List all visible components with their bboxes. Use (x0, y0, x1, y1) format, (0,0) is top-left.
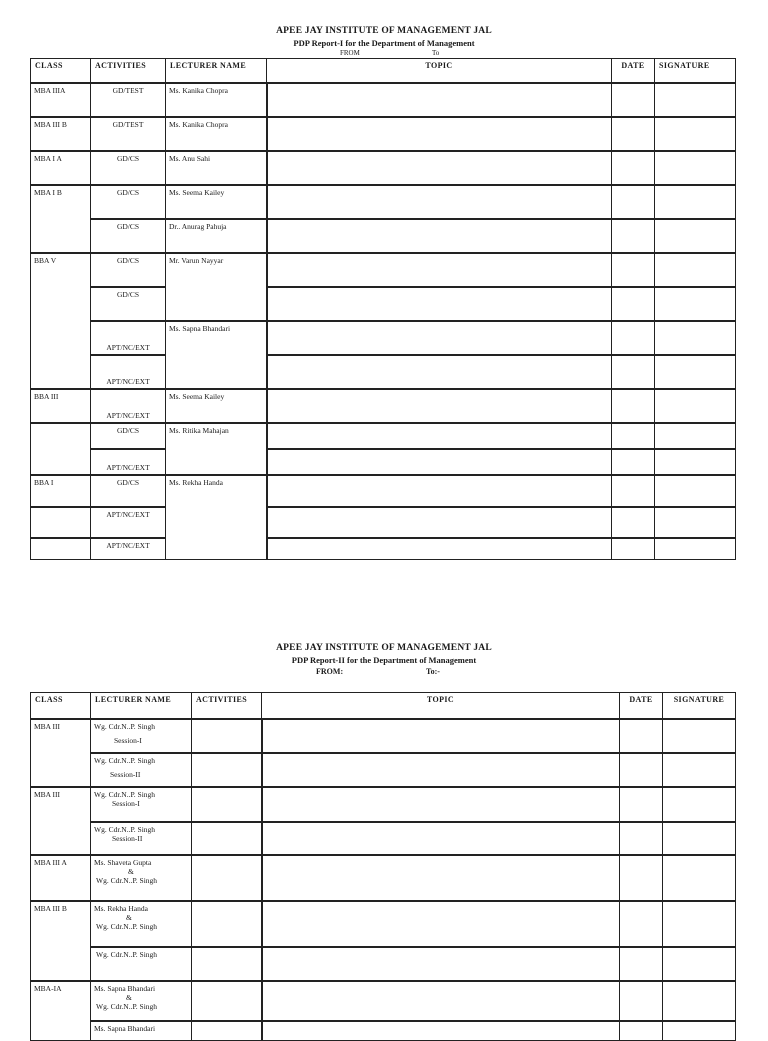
topic-cell[interactable] (262, 719, 620, 753)
row-lecturer: Ms. Kanika Chopra (166, 83, 267, 117)
table-row (31, 947, 736, 981)
topic-cell[interactable] (267, 538, 612, 560)
topic-cell[interactable] (262, 901, 620, 947)
report2-header-topic: TOPIC (262, 693, 620, 719)
report1-header-topic: TOPIC (267, 59, 612, 83)
signature-cell[interactable] (655, 355, 736, 389)
table-row (31, 253, 736, 287)
lecturer-line: Wg. Cdr.N..P. Singh (94, 789, 156, 799)
lecturer-line: Ms. Rekha Handa (94, 903, 148, 913)
signature-cell[interactable] (663, 719, 736, 753)
report2-from-label: FROM: (316, 667, 344, 676)
date-cell[interactable] (612, 389, 655, 423)
row-lecturer: Ms. Seema Kailey (166, 185, 267, 219)
lecturer-line: Wg. Cdr.N..P. Singh (94, 721, 156, 731)
topic-cell[interactable] (267, 151, 612, 185)
activity-cell[interactable] (192, 787, 262, 822)
table-row (31, 389, 736, 423)
row-class: MBA III (31, 719, 91, 787)
row-lecturer (91, 719, 192, 753)
lecturer-line: Ms. Shaveta Gupta (94, 857, 152, 867)
row-class: BBA V (31, 253, 91, 389)
signature-cell[interactable] (655, 449, 736, 475)
report1-header-signature: SIGNATURE (655, 59, 736, 83)
date-cell[interactable] (612, 219, 655, 253)
activity-cell[interactable] (192, 901, 262, 947)
table-row (31, 753, 736, 787)
row-activity: GD/CS (91, 253, 166, 287)
row-activity: GD/TEST (91, 117, 166, 151)
row-lecturer (91, 947, 192, 981)
table-row (31, 355, 736, 389)
date-cell[interactable] (612, 83, 655, 117)
row-lecturer (91, 901, 192, 947)
row-activity: APT/NC/EXT (91, 321, 166, 355)
lecturer-line: Wg. Cdr.N..P. Singh (94, 755, 156, 765)
row-lecturer: Ms. Rekha Handa (166, 475, 267, 560)
row-activity: GD/CS (91, 475, 166, 507)
table-row (31, 507, 736, 538)
date-cell[interactable] (620, 753, 663, 787)
signature-cell[interactable] (655, 507, 736, 538)
signature-cell[interactable] (655, 253, 736, 287)
topic-cell[interactable] (262, 753, 620, 787)
row-class: MBA III B (31, 117, 91, 151)
signature-cell[interactable] (655, 83, 736, 117)
activity-cell[interactable] (192, 719, 262, 753)
topic-cell[interactable] (262, 787, 620, 822)
row-lecturer: Ms. Ritika Mahajan (166, 423, 267, 475)
row-class: MBA IIIA (31, 83, 91, 117)
topic-cell[interactable] (267, 449, 612, 475)
date-cell[interactable] (612, 507, 655, 538)
table-row (31, 822, 736, 855)
lecturer-line: Wg. Cdr.N..P. Singh (94, 824, 156, 834)
report2-institute-title: APEE JAY INSTITUTE OF MANAGEMENT JAL (276, 643, 492, 653)
date-cell[interactable] (620, 981, 663, 1021)
report2-header-activities: ACTIVITIES (192, 693, 262, 719)
table-row (31, 855, 736, 901)
topic-cell[interactable] (267, 423, 612, 449)
table-row (31, 901, 736, 947)
row-lecturer: Ms. Seema Kailey (166, 389, 267, 423)
row-class: MBA I A (31, 151, 91, 185)
row-lecturer (91, 981, 192, 1021)
row-activity: GD/CS (91, 423, 166, 449)
date-cell[interactable] (620, 947, 663, 981)
date-cell[interactable] (612, 117, 655, 151)
ampersand: & (126, 992, 132, 1002)
table-row (31, 185, 736, 219)
date-cell[interactable] (612, 321, 655, 355)
date-cell[interactable] (612, 475, 655, 507)
date-cell[interactable] (612, 423, 655, 449)
table-row (31, 423, 736, 449)
date-cell[interactable] (620, 901, 663, 947)
report2-header-row (31, 693, 736, 719)
signature-cell[interactable] (655, 151, 736, 185)
row-lecturer (91, 855, 192, 901)
lecturer-line: Ms. Sapna Bhandari (94, 1023, 156, 1033)
date-cell[interactable] (620, 822, 663, 855)
ampersand: & (126, 912, 132, 922)
lecturer-line: Wg. Cdr.N..P. Singh (96, 1001, 158, 1011)
topic-cell[interactable] (267, 507, 612, 538)
table-row (31, 219, 736, 253)
topic-cell[interactable] (267, 117, 612, 151)
report2-table (30, 692, 736, 1041)
row-activity: GD/CS (91, 151, 166, 185)
date-cell[interactable] (620, 719, 663, 753)
signature-cell[interactable] (655, 185, 736, 219)
row-class (31, 507, 91, 538)
lecturer-line: Wg. Cdr.N..P. Singh (96, 875, 158, 885)
report1-institute-title: APEE JAY INSTITUTE OF MANAGEMENT JAL (276, 26, 492, 36)
table-row (31, 538, 736, 560)
report2-header-lecturer: LECTURER NAME (91, 693, 192, 719)
report2-header-date: DATE (620, 693, 663, 719)
session-label: Session-I (114, 735, 142, 745)
report1-header-lecturer: LECTURER NAME (166, 59, 267, 83)
topic-cell[interactable] (267, 287, 612, 321)
topic-cell[interactable] (267, 389, 612, 423)
signature-cell[interactable] (663, 753, 736, 787)
signature-cell[interactable] (663, 787, 736, 822)
row-lecturer (91, 822, 192, 855)
row-activity: GD/CS (91, 287, 166, 321)
row-lecturer (91, 753, 192, 787)
row-activity: APT/NC/EXT (91, 507, 166, 538)
row-class: BBA I (31, 475, 91, 507)
topic-cell[interactable] (267, 185, 612, 219)
row-class: MBA III A (31, 855, 91, 901)
topic-cell[interactable] (267, 219, 612, 253)
signature-cell[interactable] (655, 219, 736, 253)
date-cell[interactable] (612, 287, 655, 321)
row-class (31, 538, 91, 560)
row-lecturer: Ms. Anu Sahi (166, 151, 267, 185)
signature-cell[interactable] (655, 117, 736, 151)
table-row (31, 981, 736, 1021)
session-label: Session-I (112, 798, 140, 808)
date-cell[interactable] (612, 449, 655, 475)
topic-cell[interactable] (267, 83, 612, 117)
row-activity: APT/NC/EXT (91, 355, 166, 389)
lecturer-line: Wg. Cdr.N..P. Singh (96, 921, 158, 931)
report1-table (30, 58, 736, 560)
signature-cell[interactable] (655, 475, 736, 507)
report1-subtitle: PDP Report-I for the Department of Management (293, 38, 475, 48)
row-class: MBA III B (31, 901, 91, 981)
table-row (31, 787, 736, 822)
row-class: BBA III (31, 389, 91, 423)
date-cell[interactable] (612, 151, 655, 185)
lecturer-line: Wg. Cdr.N..P. Singh (96, 949, 158, 959)
row-class: MBA III (31, 787, 91, 855)
activity-cell[interactable] (192, 981, 262, 1021)
row-activity: GD/CS (91, 185, 166, 219)
row-lecturer (91, 787, 192, 822)
session-label: Session-II (110, 769, 141, 779)
signature-cell[interactable] (655, 423, 736, 449)
date-cell[interactable] (612, 538, 655, 560)
topic-cell[interactable] (267, 475, 612, 507)
row-class: MBA-IA (31, 981, 91, 1041)
date-cell[interactable] (612, 355, 655, 389)
report1-to-label: To (432, 49, 440, 57)
table-row (31, 151, 736, 185)
topic-cell[interactable] (262, 855, 620, 901)
session-label: Session-II (112, 833, 143, 843)
activity-cell[interactable] (192, 822, 262, 855)
topic-cell[interactable] (262, 981, 620, 1021)
signature-cell[interactable] (655, 538, 736, 560)
signature-cell[interactable] (663, 855, 736, 901)
report1-header-activities: ACTIVITIES (91, 59, 166, 83)
signature-cell[interactable] (655, 321, 736, 355)
row-lecturer: Ms. Sapna Bhandari (166, 321, 267, 389)
row-lecturer: Dr.. Anurag Pahuja (166, 219, 267, 253)
date-cell[interactable] (620, 787, 663, 822)
report1-header-date: DATE (612, 59, 655, 83)
table-row (31, 117, 736, 151)
activity-cell[interactable] (192, 947, 262, 981)
topic-cell[interactable] (262, 822, 620, 855)
row-activity: APT/NC/EXT (91, 449, 166, 475)
activity-cell[interactable] (192, 753, 262, 787)
row-lecturer: Mr. Varun Nayyar (166, 253, 267, 321)
signature-cell[interactable] (663, 947, 736, 981)
report2-to-label: To:- (426, 667, 440, 676)
report1-header-class: CLASS (31, 59, 91, 83)
topic-cell[interactable] (262, 947, 620, 981)
row-activity: GD/TEST (91, 83, 166, 117)
report1-header-row (31, 59, 736, 83)
topic-cell[interactable] (267, 253, 612, 287)
lecturer-line: Ms. Sapna Bhandari (94, 983, 156, 993)
signature-cell[interactable] (663, 981, 736, 1021)
signature-cell[interactable] (663, 901, 736, 947)
report2-subtitle: PDP Report-II for the Department of Management (291, 655, 477, 665)
signature-cell[interactable] (663, 822, 736, 855)
row-class (31, 423, 91, 475)
report1-from-label: FROM (340, 49, 360, 57)
date-cell[interactable] (620, 855, 663, 901)
report2-header-signature: SIGNATURE (663, 693, 736, 719)
row-activity: APT/NC/EXT (91, 389, 166, 423)
row-activity: GD/CS (91, 219, 166, 253)
table-row (31, 287, 736, 321)
table-row (31, 475, 736, 507)
ampersand: & (128, 866, 134, 876)
activity-cell[interactable] (192, 855, 262, 901)
row-lecturer: Ms. Kanika Chopra (166, 117, 267, 151)
row-activity: APT/NC/EXT (91, 538, 166, 560)
date-cell[interactable] (612, 253, 655, 287)
topic-cell[interactable] (267, 321, 612, 355)
row-class: MBA I B (31, 185, 91, 253)
table-row (31, 449, 736, 475)
signature-cell[interactable] (655, 389, 736, 423)
topic-cell[interactable] (267, 355, 612, 389)
table-row (31, 321, 736, 355)
report2-header-class: CLASS (31, 693, 91, 719)
date-cell[interactable] (612, 185, 655, 219)
table-row (31, 719, 736, 753)
table-row (31, 83, 736, 117)
signature-cell[interactable] (655, 287, 736, 321)
